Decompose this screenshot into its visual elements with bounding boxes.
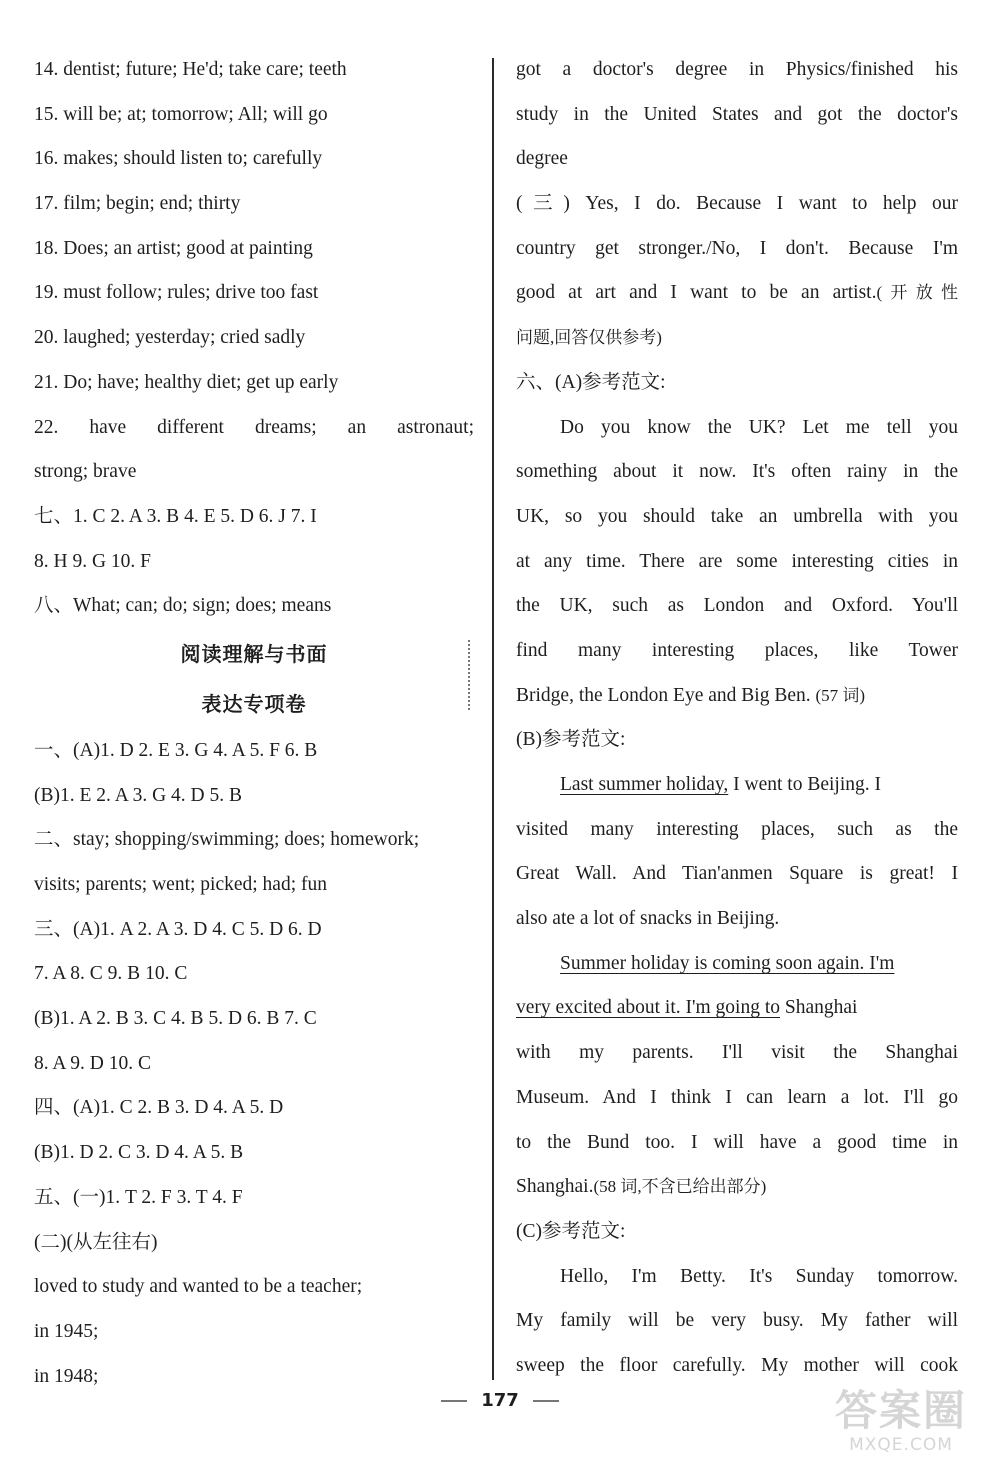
answer-line: 一、(A)1. D 2. E 3. G 4. A 5. F 6. B bbox=[34, 739, 318, 761]
essay-text: Bridge, the London Eye and Big Ben. bbox=[516, 684, 811, 706]
answer-line: 19. must follow; rules; drive too fast bbox=[34, 282, 319, 304]
essay-text: I went to Beijing. I bbox=[728, 774, 881, 795]
left-column bbox=[34, 48, 474, 1399]
essay-line: also ate a lot of snacks in Beijing. bbox=[516, 908, 780, 930]
answer-line bbox=[516, 271, 958, 316]
essay-line: find many interesting places, like Tower bbox=[516, 639, 958, 661]
answer-text: good at art and I want to be an artist. bbox=[516, 282, 877, 304]
essay-line: My family will be very busy. My father will bbox=[516, 1310, 958, 1332]
answer-line: 21. Do; have; healthy diet; get up early bbox=[34, 371, 339, 393]
answer-line: 七、1. C 2. A 3. B 4. E 5. D 6. J 7. I bbox=[34, 505, 317, 527]
essay-line: UK, so you should take an umbrella with you bbox=[516, 505, 958, 527]
essay-label: (C)参考范文: bbox=[516, 1220, 626, 1242]
answer-line: (B)1. E 2. A 3. G 4. D 5. B bbox=[34, 784, 243, 806]
answer-line: visits; parents; went; picked; had; fun bbox=[34, 874, 327, 895]
word-count: (58 词,不含已给出部分) bbox=[593, 1177, 767, 1197]
answer-line: country get stronger./No, I don't. Because I'm bbox=[516, 237, 958, 259]
answer-line: 17. film; begin; end; thirty bbox=[34, 193, 241, 215]
essay-line: Museum. And I think I can learn a lot. I'll go bbox=[516, 1086, 958, 1108]
essay-line: Hello, I'm Betty. It's Sunday tomorrow. bbox=[560, 1265, 958, 1287]
answer-line: 14. dentist; future; He'd; take care; teeth bbox=[34, 59, 347, 80]
answer-line: 7. A 8. C 9. B 10. C bbox=[34, 963, 188, 985]
answer-line: got a doctor's degree in Physics/finished his bbox=[516, 59, 958, 80]
answer-line: 八、What; can; do; sign; does; means bbox=[34, 595, 332, 617]
essay-text: Shanghai. bbox=[516, 1176, 594, 1198]
note-line: 问题,回答仅供参考) bbox=[516, 328, 662, 348]
answer-line: 8. H 9. G 10. F bbox=[34, 550, 152, 572]
answer-line: in 1945; bbox=[34, 1320, 99, 1342]
answer-line: 8. A 9. D 10. C bbox=[34, 1052, 152, 1074]
answer-line: (三) Yes, I do. Because I want to help our bbox=[516, 193, 958, 215]
answer-line: 20. laughed; yesterday; cried sadly bbox=[34, 327, 306, 349]
answer-line: loved to study and wanted to be a teacher; bbox=[34, 1276, 363, 1298]
footer-dash bbox=[441, 1400, 467, 1402]
watermark-url: MXQE.COM bbox=[849, 1435, 953, 1455]
answer-line: 16. makes; should listen to; carefully bbox=[34, 148, 323, 170]
essay-line bbox=[516, 763, 958, 808]
given-text: Last summer holiday, bbox=[560, 774, 729, 795]
essay-line bbox=[516, 942, 958, 987]
essay-line: Great Wall. And Tian'anmen Square is great! I bbox=[516, 863, 958, 885]
essay-line: something about it now. It's often rainy in the bbox=[516, 461, 958, 483]
answer-line: degree bbox=[516, 148, 568, 170]
right-column bbox=[516, 48, 958, 1389]
essay-line bbox=[516, 674, 958, 719]
watermark-text: 答案圈 bbox=[834, 1386, 967, 1435]
essay-line bbox=[516, 986, 958, 1031]
section-heading: 阅读理解与书面 bbox=[180, 641, 328, 666]
essay-line: visited many interesting places, such as the bbox=[516, 818, 958, 840]
given-text: Summer holiday is coming soon again. I'm bbox=[560, 952, 895, 974]
essay-label: (B)参考范文: bbox=[516, 729, 626, 751]
essay-line: Do you know the UK? Let me tell you bbox=[560, 416, 958, 438]
answer-line: (B)1. D 2. C 3. D 4. A 5. B bbox=[34, 1142, 244, 1164]
essay-line: the UK, such as London and Oxford. You'll bbox=[516, 595, 958, 617]
answer-line: 四、(A)1. C 2. B 3. D 4. A 5. D bbox=[34, 1097, 284, 1119]
note-text: (开放性 bbox=[876, 283, 958, 303]
essay-label: 六、(A)参考范文: bbox=[516, 371, 666, 393]
essay-line: with my parents. I'll visit the Shanghai bbox=[516, 1042, 958, 1064]
answer-line: (二)(从左往右) bbox=[34, 1231, 158, 1253]
essay-text: Shanghai bbox=[780, 997, 858, 1019]
footer-dash bbox=[533, 1400, 559, 1402]
answer-line: study in the United States and got the doctor's bbox=[516, 103, 958, 125]
section-heading: 表达专项卷 bbox=[201, 691, 307, 716]
answer-line: strong; brave bbox=[34, 461, 137, 483]
essay-line: to the Bund too. I will have a good time in bbox=[516, 1131, 958, 1153]
essay-line: sweep the floor carefully. My mother will cook bbox=[516, 1354, 958, 1376]
word-count: (57 词) bbox=[815, 685, 866, 705]
given-text: very excited about it. I'm going to bbox=[516, 997, 780, 1019]
answer-line: 15. will be; at; tomorrow; All; will go bbox=[34, 103, 328, 125]
answer-line: 三、(A)1. A 2. A 3. D 4. C 5. D 6. D bbox=[34, 918, 322, 940]
page-number: 177 bbox=[481, 1390, 519, 1411]
answer-line: (B)1. A 2. B 3. C 4. B 5. D 6. B 7. C bbox=[34, 1008, 317, 1030]
answer-line: 18. Does; an artist; good at painting bbox=[34, 237, 313, 259]
essay-line bbox=[516, 1165, 958, 1210]
column-divider bbox=[492, 58, 494, 1380]
answer-line: 二、stay; shopping/swimming; does; homework; bbox=[34, 829, 420, 851]
watermark-logo bbox=[826, 1387, 976, 1467]
essay-line: at any time. There are some interesting cities in bbox=[516, 550, 958, 572]
answer-line: 22. have different dreams; an astronaut; bbox=[34, 416, 474, 438]
answer-line: in 1948; bbox=[34, 1365, 99, 1387]
answer-line: 五、(一)1. T 2. F 3. T 4. F bbox=[34, 1186, 243, 1208]
